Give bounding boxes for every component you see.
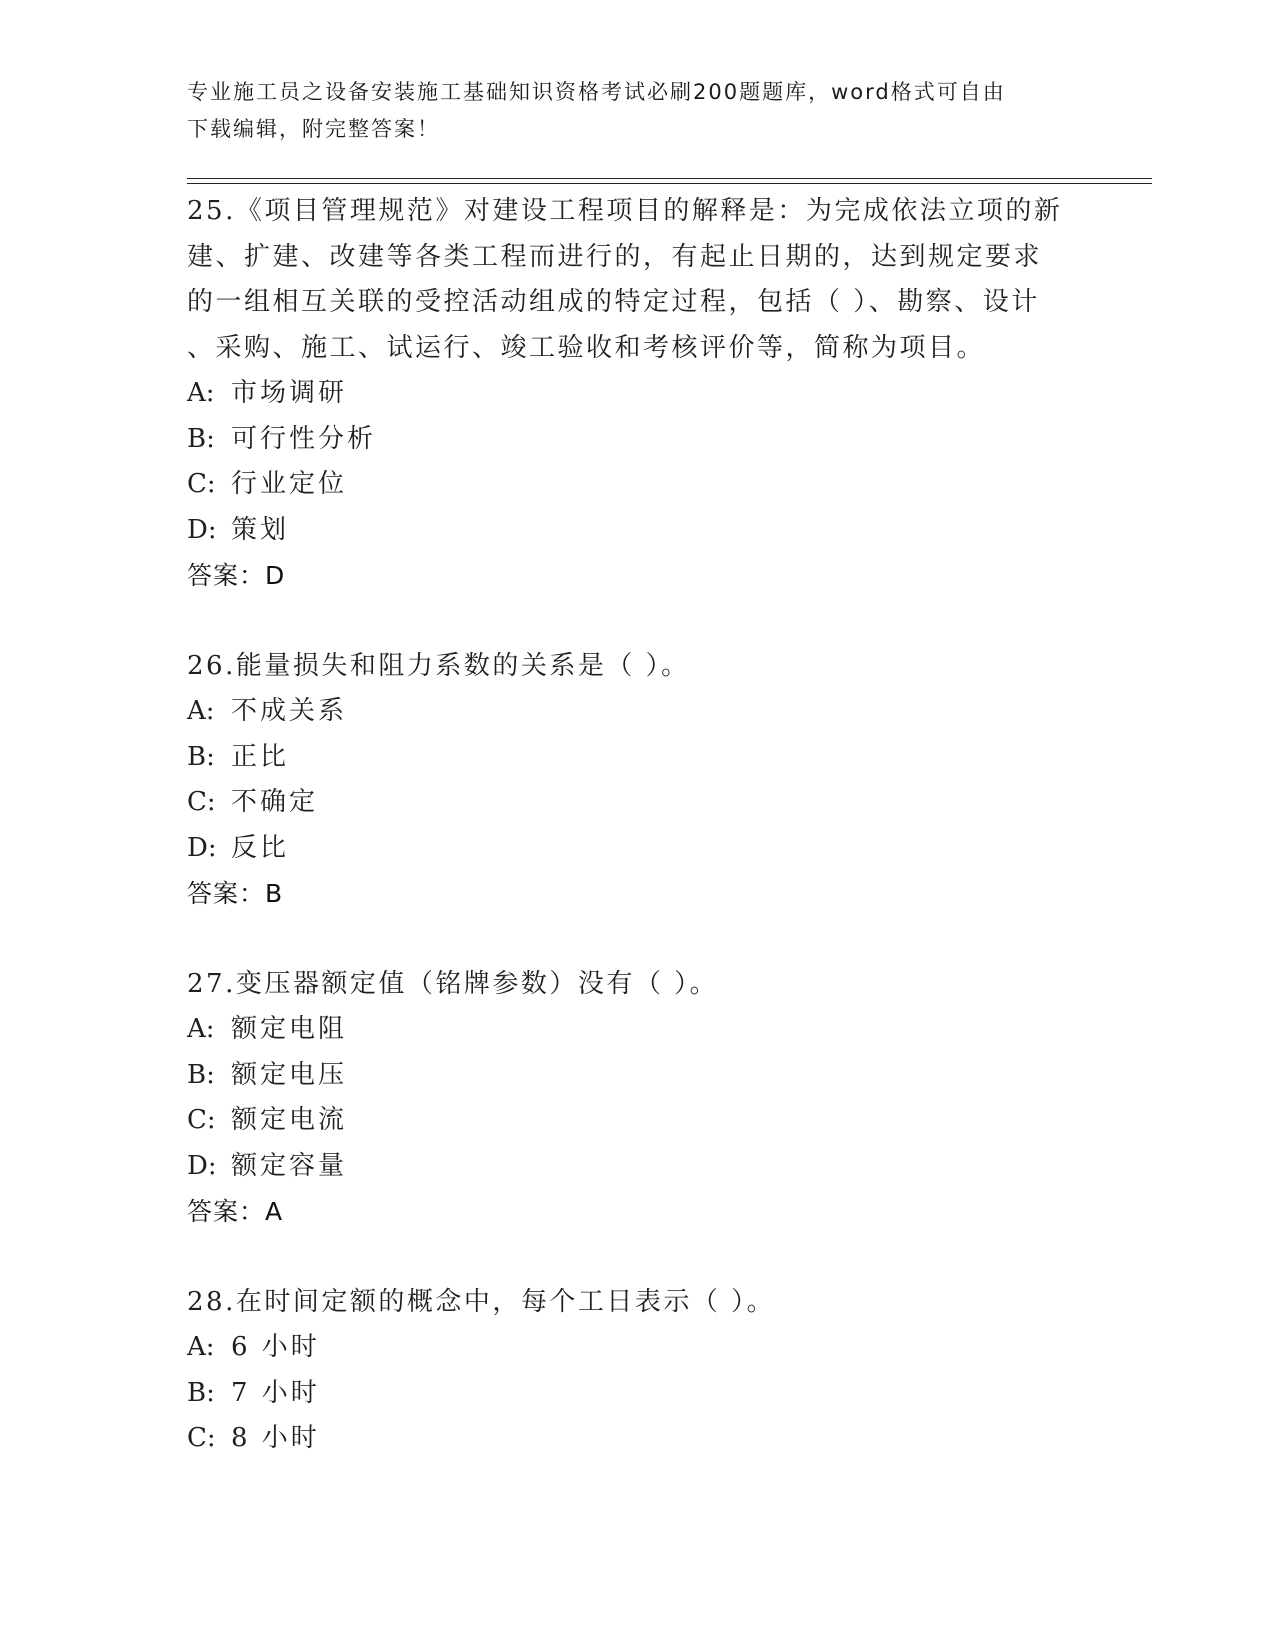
question-stem-line: 26.能量损失和阻力系数的关系是（ ）。 bbox=[187, 650, 690, 681]
question-stem-line: 、采购、施工、试运行、竣工验收和考核评价等，简称为项目。 bbox=[187, 332, 986, 363]
option-text: 8 小时 bbox=[231, 1423, 320, 1453]
option-text: 市场调研 bbox=[231, 378, 348, 408]
option-letter: A: bbox=[187, 1332, 215, 1362]
answer-value: B bbox=[265, 879, 284, 908]
option-letter: C: bbox=[187, 1105, 216, 1135]
option-letter: D: bbox=[187, 1150, 217, 1181]
answer-option bbox=[187, 1371, 1087, 1417]
option-text: 不确定 bbox=[231, 787, 319, 817]
option-letter: C: bbox=[187, 1423, 216, 1453]
answer-option bbox=[187, 417, 1087, 463]
option-letter: B: bbox=[187, 1059, 215, 1090]
answer-line bbox=[187, 553, 1087, 599]
header-line: 专业施工员之设备安装施工基础知识资格考试必刷200题题库，word格式可自由 bbox=[187, 80, 1006, 104]
answer-option bbox=[187, 826, 1087, 872]
option-text: 6 小时 bbox=[231, 1332, 320, 1362]
answer-line bbox=[187, 1189, 1087, 1235]
answer-label: 答案： bbox=[187, 561, 266, 590]
option-text: 正比 bbox=[231, 741, 290, 772]
answer-option bbox=[187, 1053, 1087, 1099]
option-text: 不成关系 bbox=[231, 696, 348, 726]
option-letter: B: bbox=[187, 741, 215, 772]
option-letter: C: bbox=[187, 469, 216, 499]
option-text: 额定电压 bbox=[231, 1059, 348, 1090]
answer-value: A bbox=[265, 1197, 284, 1226]
answer-option bbox=[187, 462, 1087, 508]
option-letter: A: bbox=[187, 1014, 215, 1044]
question-stem-line: 的一组相互关联的受控活动组成的特定过程，包括（ ）、勘察、设计 bbox=[187, 287, 1040, 317]
option-text: 反比 bbox=[231, 832, 290, 863]
question-item bbox=[187, 644, 1087, 917]
question-stem-line: 27.变压器额定值（铭牌参数）没有（ ）。 bbox=[187, 968, 719, 999]
question-stem-line: 28.在时间定额的概念中，每个工日表示（ ）。 bbox=[187, 1286, 776, 1317]
option-text: 7 小时 bbox=[231, 1377, 320, 1408]
header-divider bbox=[187, 178, 1152, 179]
document-header bbox=[187, 74, 1067, 148]
answer-option bbox=[187, 1144, 1087, 1190]
answer-value: D bbox=[265, 561, 286, 590]
question-item bbox=[187, 1280, 1087, 1462]
answer-option bbox=[187, 371, 1087, 417]
answer-option bbox=[187, 689, 1087, 735]
question-list bbox=[187, 189, 1087, 1507]
option-text: 行业定位 bbox=[231, 469, 348, 499]
option-letter: D: bbox=[187, 832, 217, 863]
answer-option bbox=[187, 1007, 1087, 1053]
answer-option bbox=[187, 1416, 1087, 1462]
answer-option bbox=[187, 1325, 1087, 1371]
header-divider bbox=[187, 183, 1152, 184]
option-letter: B: bbox=[187, 1377, 215, 1408]
answer-label: 答案： bbox=[187, 879, 266, 908]
question-stem-line: 25.《项目管理规范》对建设工程项目的解释是：为完成依法立项的新 bbox=[187, 196, 1063, 226]
option-text: 策划 bbox=[231, 514, 290, 545]
option-letter: A: bbox=[187, 696, 215, 726]
answer-option bbox=[187, 735, 1087, 781]
option-text: 可行性分析 bbox=[231, 423, 377, 454]
option-letter: D: bbox=[187, 514, 217, 545]
answer-option bbox=[187, 1098, 1087, 1144]
question-stem-line: 建、扩建、改建等各类工程而进行的，有起止日期的，达到规定要求 bbox=[187, 241, 1043, 272]
question-item bbox=[187, 189, 1087, 599]
answer-option bbox=[187, 508, 1087, 554]
option-text: 额定电流 bbox=[231, 1105, 348, 1135]
answer-line bbox=[187, 871, 1087, 917]
option-letter: A: bbox=[187, 378, 215, 408]
header-line: 下载编辑，附完整答案！ bbox=[187, 117, 440, 141]
question-item bbox=[187, 962, 1087, 1235]
option-letter: C: bbox=[187, 787, 216, 817]
answer-option bbox=[187, 780, 1087, 826]
option-text: 额定容量 bbox=[231, 1150, 348, 1181]
answer-label: 答案： bbox=[187, 1197, 266, 1226]
option-letter: B: bbox=[187, 423, 215, 454]
option-text: 额定电阻 bbox=[231, 1014, 348, 1044]
